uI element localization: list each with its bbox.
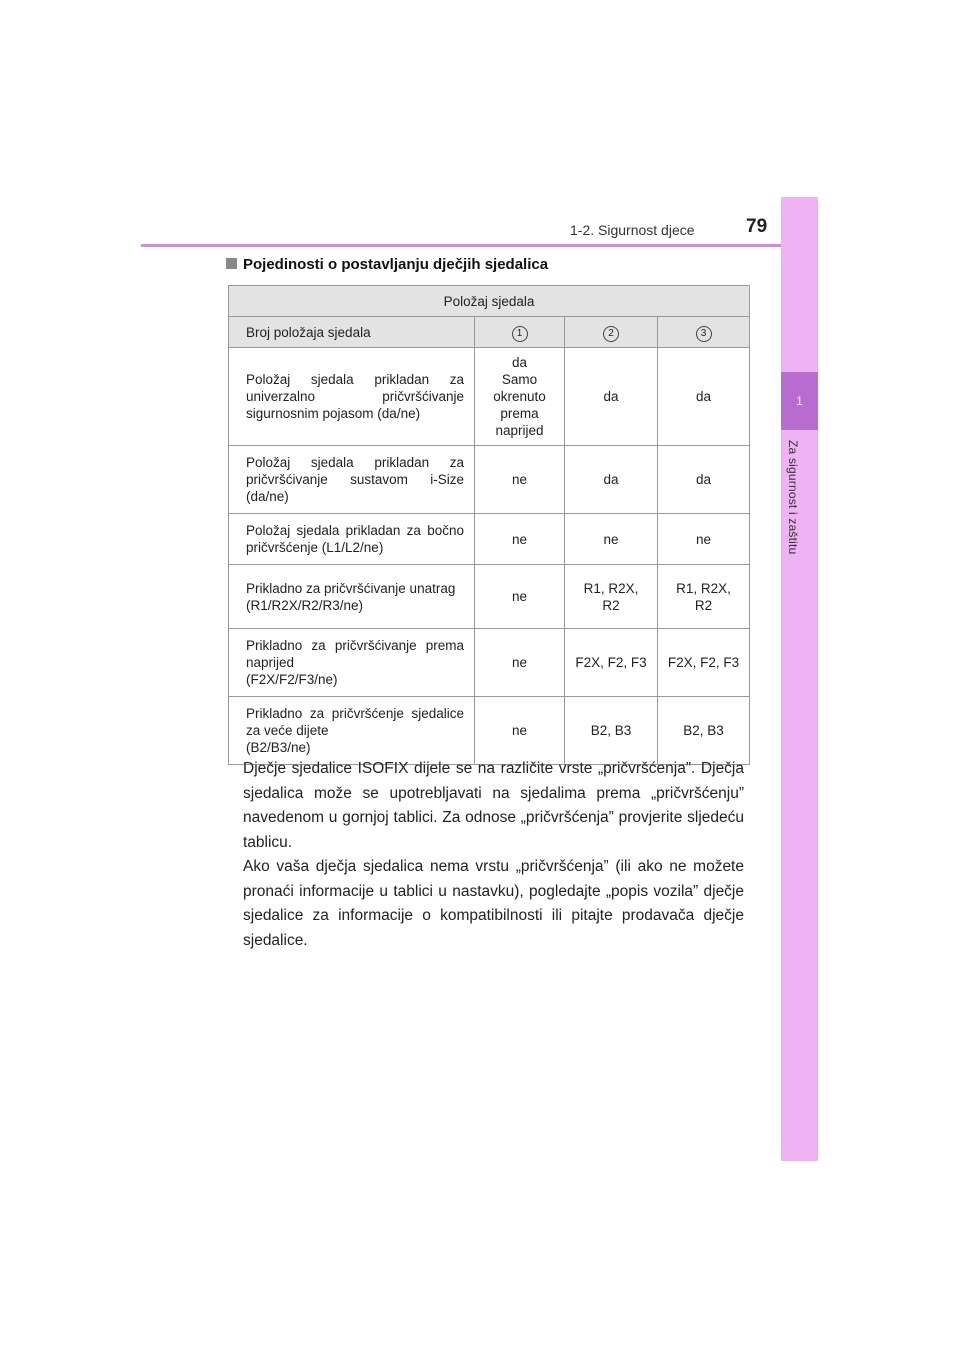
row-label: Prikladno za pričvršćivanje prema naprijed (F2X/F2/F3/ne) (229, 629, 475, 697)
chapter-number: 1 (781, 372, 818, 430)
position-header-1 (475, 317, 565, 348)
row-label: Prikladno za pričvršćivanje unatrag (R1/R2X/R2/R3/ne) (229, 565, 475, 629)
row-value-position-1: ne (475, 629, 565, 697)
position-header-2 (565, 317, 658, 348)
row-value-position-3: da (658, 348, 750, 446)
row-label: Položaj sjedala prikladan za univerzalno pričvršćivanje sigurnosnim pojasom (da/ne) (229, 348, 475, 446)
header-divider (141, 244, 816, 247)
table-body (229, 348, 750, 765)
row-value-position-1: da Samo okrenuto prema naprijed (475, 348, 565, 446)
table-row (229, 446, 750, 514)
section-reference: 1-2. Sigurnost djece (570, 222, 695, 238)
position-number-3: 3 (696, 326, 712, 342)
row-value-position-2: ne (565, 514, 658, 565)
row-value-position-2: B2, B3 (565, 697, 658, 765)
row-value-position-2: da (565, 446, 658, 514)
chapter-side-tab (781, 197, 818, 1161)
row-value-position-2: R1, R2X, R2 (565, 565, 658, 629)
row-value-position-3: ne (658, 514, 750, 565)
table-row (229, 629, 750, 697)
row-value-position-3: da (658, 446, 750, 514)
page-number: 79 (746, 216, 768, 237)
row-label: Položaj sjedala prikladan za pričvršćivanje sustavom i-Size (da/ne) (229, 446, 475, 514)
table-title: Položaj sjedala (229, 286, 750, 317)
row-value-position-3: B2, B3 (658, 697, 750, 765)
row-label: Prikladno za pričvršćenje sjedalice za veće dijete (B2/B3/ne) (229, 697, 475, 765)
table-row (229, 565, 750, 629)
table-row (229, 514, 750, 565)
chapter-title: Za sigurnost i zaštitu (786, 440, 800, 555)
seat-position-table (228, 285, 750, 765)
row-value-position-1: ne (475, 565, 565, 629)
row-value-position-1: ne (475, 514, 565, 565)
row-value-position-1: ne (475, 697, 565, 765)
table-row (229, 697, 750, 765)
position-header-3 (658, 317, 750, 348)
row-value-position-1: ne (475, 446, 565, 514)
body-text (243, 757, 744, 953)
row-value-position-2: F2X, F2, F3 (565, 629, 658, 697)
row-value-position-3: R1, R2X, R2 (658, 565, 750, 629)
paragraph: Dječje sjedalice ISOFIX dijele se na različite vrste „pričvršćenja”. Dječja sjedalica može se upotrebljavati na sjedalima prema „pričvršćenju” navedenom u gornjoj tablici. Za odnose „pričvršćenja” provjerite sljedeću tablicu. (243, 760, 744, 851)
table-row (229, 348, 750, 446)
row-value-position-3: F2X, F2, F3 (658, 629, 750, 697)
table-sub-label: Broj položaja sjedala (229, 317, 475, 348)
position-number-1: 1 (512, 326, 528, 342)
section-heading (226, 256, 548, 273)
paragraph: Ako vaša dječja sjedalica nema vrstu „pričvršćenja” (ili ako ne možete pronaći informacije u tablici u nastavku), pogledajte „popis vozila” dječje sjedalice za informacije o kompatibilnosti ili pitajte prodavača dječje sjedalice. (243, 858, 744, 949)
row-value-position-2: da (565, 348, 658, 446)
row-label: Položaj sjedala prikladan za bočno pričvršćenje (L1/L2/ne) (229, 514, 475, 565)
position-number-2: 2 (603, 326, 619, 342)
square-bullet-icon (226, 258, 237, 269)
section-heading-text: Pojedinosti o postavljanju dječjih sjedalica (243, 256, 549, 273)
